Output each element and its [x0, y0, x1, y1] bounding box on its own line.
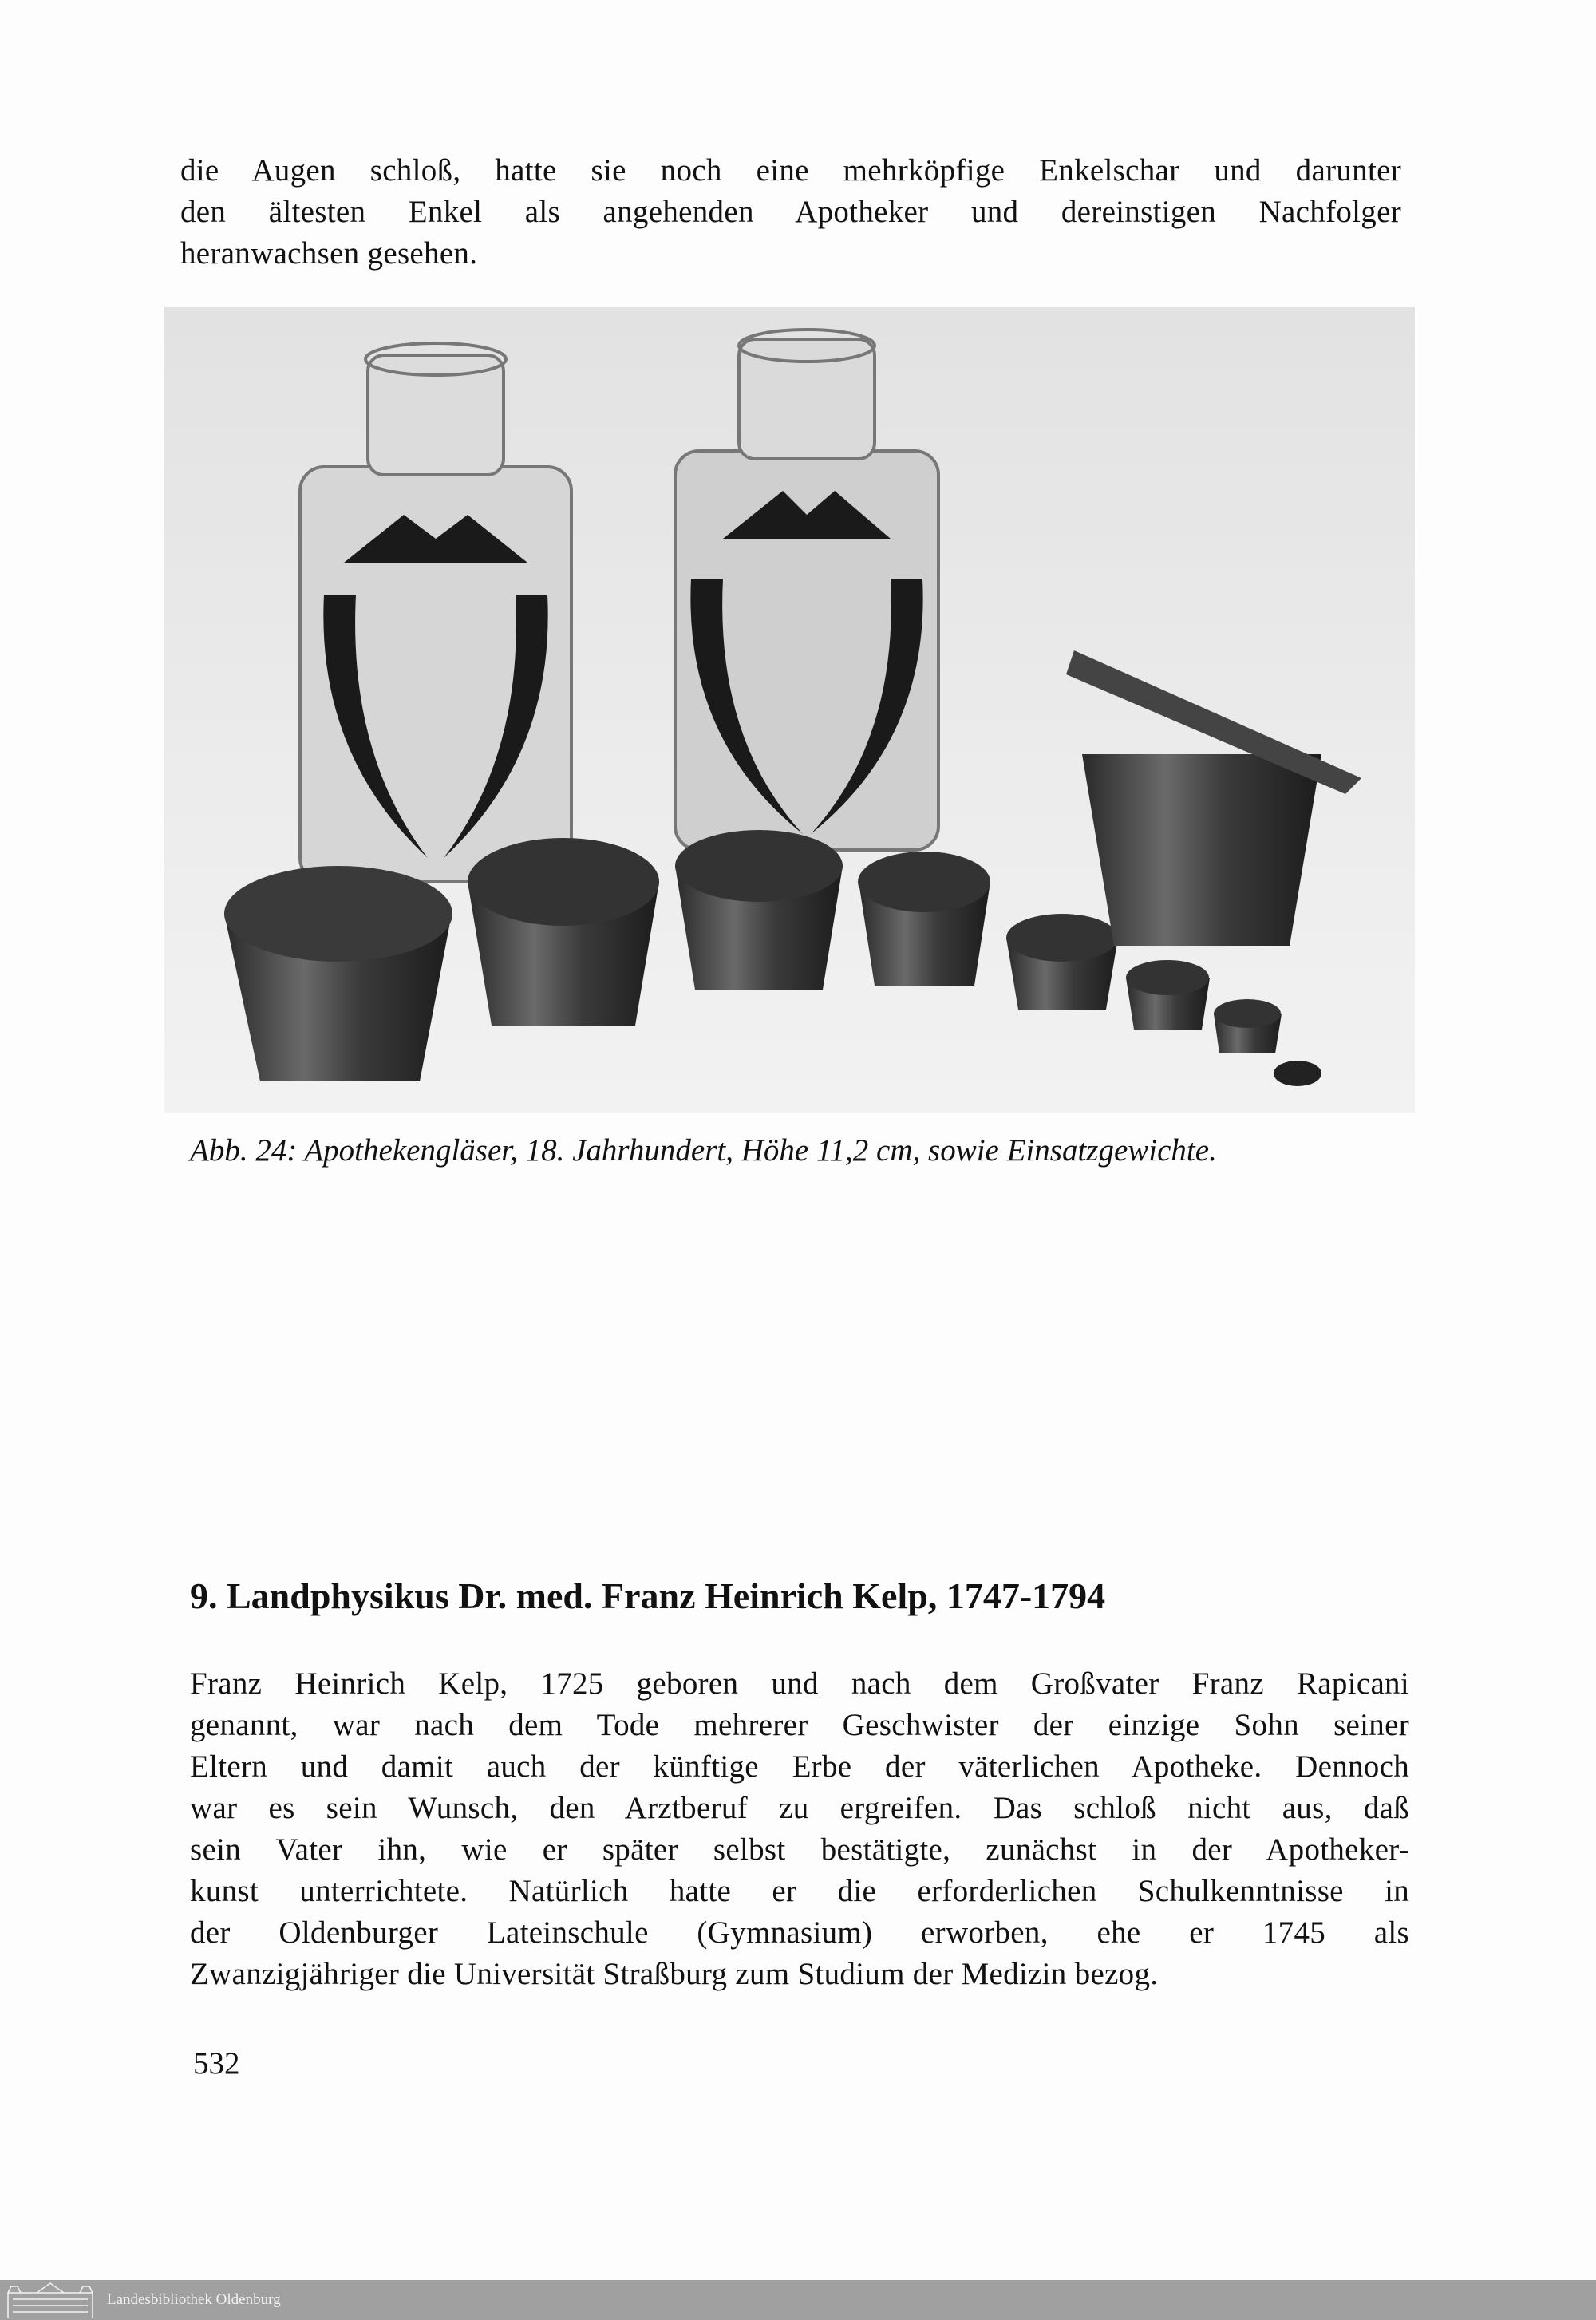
text-line: genannt, war nach dem Tode mehrerer Geschwister der einzige Sohn seiner	[190, 1708, 1409, 1742]
figure-photo-apothecary-jars-and-weights	[164, 307, 1415, 1113]
text-line: heranwachsen gesehen.	[180, 236, 478, 271]
library-name: Landesbibliothek Oldenburg	[107, 2291, 281, 2308]
library-building-logo-icon	[5, 2282, 96, 2318]
section-heading: 9. Landphysikus Dr. med. Franz Heinrich Kelp, 1747-1794	[190, 1575, 1106, 1616]
section-paragraph	[190, 1663, 1409, 1995]
text-line: kunst unterrichtete. Natürlich hatte er die erforderlichen Schulkenntnisse in	[190, 1874, 1409, 1908]
figure-caption: Abb. 24: Apothekengläser, 18. Jahrhundert, Höhe 11,2 cm, sowie Einsatzgewichte.	[190, 1133, 1217, 1168]
text-line: war es sein Wunsch, den Arztberuf zu ergreifen. Das schloß nicht aus, daß	[190, 1791, 1409, 1825]
library-footer-bar	[0, 2280, 1596, 2320]
page-number: 532	[193, 2046, 240, 2081]
text-line: die Augen schloß, hatte sie noch eine mehrköpfige Enkelschar und darunter	[180, 153, 1401, 188]
text-line: der Oldenburger Lateinschule (Gymnasium) erworben, ehe er 1745 als	[190, 1915, 1409, 1950]
top-paragraph	[180, 150, 1401, 275]
text-line: Eltern und damit auch der künftige Erbe der väterlichen Apotheke. Dennoch	[190, 1749, 1409, 1784]
text-line: Zwanzigjähriger die Universität Straßburg zum Studium der Medizin bezog.	[190, 1957, 1159, 1991]
text-line: den ältesten Enkel als angehenden Apotheker und dereinstigen Nachfolger	[180, 195, 1401, 229]
text-line: Franz Heinrich Kelp, 1725 geboren und nach dem Großvater Franz Rapicani	[190, 1666, 1409, 1701]
text-line: sein Vater ihn, wie er später selbst bestätigte, zunächst in der Apotheker-	[190, 1832, 1409, 1867]
